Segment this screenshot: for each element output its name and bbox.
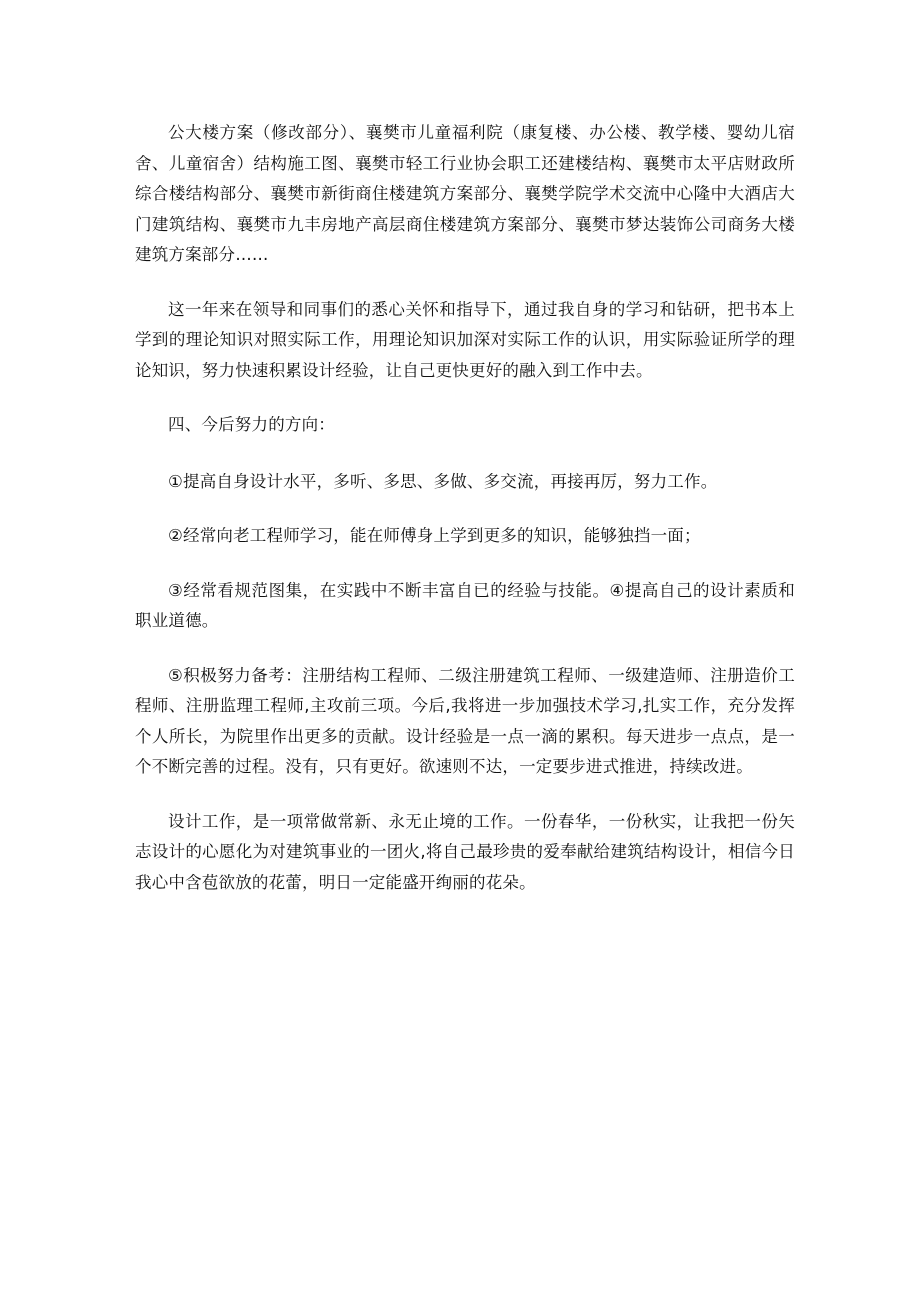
section-heading-future-direction: 四、今后努力的方向： [168,415,335,434]
paragraph-learning: 这一年来在领导和同事们的悉心关怀和指导下，通过我自身的学习和钻研，把书本上学到的理论知识对照实际工作，用理论知识加深对实际工作的认识，用实际验证所学的理论知识，努力快速积累设计经验，让自己更快更好的融入到工作中去。 [135,299,795,380]
list-item-goal-5: ⑤积极努力备考：注册结构工程师、二级注册建筑工程师、一级建造师、注册造价工程师、注册监理工程师,主攻前三项。今后,我将进一步加强技术学习,扎实工作，充分发挥个人所长，为院里作出更多的贡献。设计经验是一点一滴的累积。每天进步一点点，是一个不断完善的过程。没有，只有更好。欲速则不达，一定要步进式推进，持续改进。 [135,665,795,776]
list-item-goal-1: ①提高自身设计水平，多听、多思、多做、多交流，再接再厉，努力工作。 [168,471,718,491]
paragraph-project-list: 公大楼方案（修改部分）、襄樊市儿童福利院（康复楼、办公楼、教学楼、婴幼儿宿舍、儿童宿舍）结构施工图、襄樊市轻工行业协会职工还建楼结构、襄樊市太平店财政所综合楼结构部分、襄樊市新街商住楼建筑方案部分、襄樊学院学术交流中心隆中大酒店大门建筑结构、襄樊市九丰房地产高层商住楼建筑方案部分、襄樊市梦达装饰公司商务大楼建筑方案部分…… [135,123,795,264]
list-item-goal-2: ②经常向老工程师学习，能在师傅身上学到更多的知识，能够独挡一面； [168,526,701,545]
document-body [135,118,795,922]
paragraph-conclusion: 设计工作，是一项常做常新、永无止境的工作。一份春华，一份秋实，让我把一份矢志设计的心愿化为对建筑事业的一团火,将自己最珍贵的爱奉献给建筑结构设计，相信今日我心中含苞欲放的花蕾，明日一定能盛开绚丽的花朵。 [135,811,795,892]
list-item-goal-3-4: ③经常看规范图集，在实践中不断丰富自已的经验与技能。④提高自己的设计素质和职业道德。 [135,580,795,630]
